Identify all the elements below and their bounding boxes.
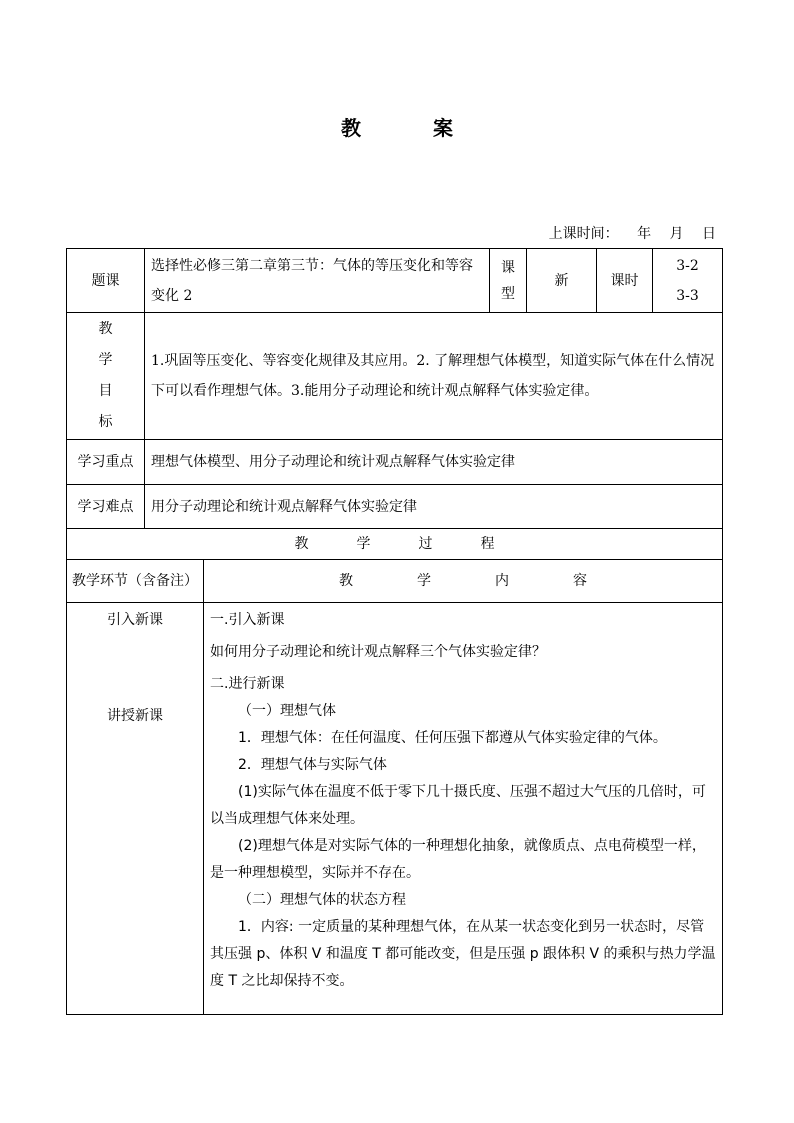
content-line: 2．理想气体与实际气体 (238, 757, 387, 773)
process-header-char: 教 (294, 536, 309, 552)
topic-text: 选择性必修三第二章第三节：气体的等压变化和等容变化 2 (145, 249, 490, 313)
date-day: 日 (702, 226, 716, 242)
page-title (0, 112, 794, 141)
goals-label-char: 教 (98, 321, 113, 337)
title-char: 案 (433, 116, 453, 140)
content-line: (1)实际气体在温度不低于零下几十摄氏度、压强不超过大气压的几倍时，可以当成理想气体来处理。 (210, 784, 706, 827)
goals-text: 1.巩固等压变化、等容变化规律及其应用。2. 了解理想气体模型，知道实际气体在什么情况下可以看作理想气体。3.能用分子动理论和统计观点解释气体实验定律。 (145, 313, 723, 440)
process-header (67, 529, 723, 560)
stage-column (67, 603, 204, 1015)
hours-line-1: 3-2 (676, 257, 699, 274)
content-line: （二）理想气体的状态方程 (238, 892, 406, 908)
type-value: 新 (527, 249, 597, 313)
lesson-plan-table (66, 248, 723, 1015)
date-month: 月 (669, 226, 684, 242)
goals-label-char: 标 (98, 414, 113, 430)
type-label: 课型 (490, 249, 527, 313)
content-header-char: 学 (417, 573, 431, 589)
content-line: (2)理想气体是对实际气体的一种理想化抽象，就像质点、点电荷模型一样，是一种理想模型，实际并不存在。 (210, 838, 706, 881)
content-line: 1．理想气体：在任何温度、任何压强下都遵从气体实验定律的气体。 (238, 730, 667, 746)
hours-line-2: 3-3 (676, 287, 699, 304)
goals-label-char: 学 (98, 352, 113, 368)
stage-column-header: 教学环节（含备注） (67, 560, 204, 603)
difficulties-label: 学习难点 (67, 485, 145, 529)
goals-label (67, 313, 145, 440)
content-line: 如何用分子动理论和统计观点解释三个气体实验定律？ (210, 644, 546, 660)
process-header-char: 学 (356, 536, 371, 552)
process-header-char: 过 (418, 536, 433, 552)
stage-teach: 讲授新课 (107, 708, 163, 724)
key-points-label: 学习重点 (67, 440, 145, 485)
goals-label-char: 目 (98, 383, 113, 399)
difficulties-text: 用分子动理论和统计观点解释气体实验定律 (145, 485, 723, 529)
content-column-header (204, 560, 723, 603)
content-line: 1．内容: 一定质量的某种理想气体，在从某一状态变化到另一状态时，尽管其压强 p、体积 V 和温度 T 都可能改变，但是压强 p 跟体积 V 的乘积与热力学温度 T 之比却保持不变。 (210, 919, 716, 989)
content-header-char: 内 (495, 573, 509, 589)
class-date (549, 223, 716, 243)
date-year: 年 (637, 226, 652, 242)
content-header-char: 容 (573, 573, 587, 589)
hours-value (653, 249, 723, 313)
content-header-char: 教 (339, 573, 353, 589)
content-line: 二.进行新课 (210, 676, 285, 692)
key-points-text: 理想气体模型、用分子动理论和统计观点解释气体实验定律 (145, 440, 723, 485)
topic-label: 题课 (67, 249, 145, 313)
date-label: 上课时间： (548, 226, 619, 242)
content-line: 一.引入新课 (210, 612, 285, 628)
title-char: 教 (341, 116, 361, 140)
hours-label: 课时 (597, 249, 653, 313)
content-column (204, 603, 723, 1015)
stage-intro: 引入新课 (107, 612, 163, 628)
content-line: （一）理想气体 (238, 703, 336, 719)
process-header-char: 程 (480, 536, 495, 552)
